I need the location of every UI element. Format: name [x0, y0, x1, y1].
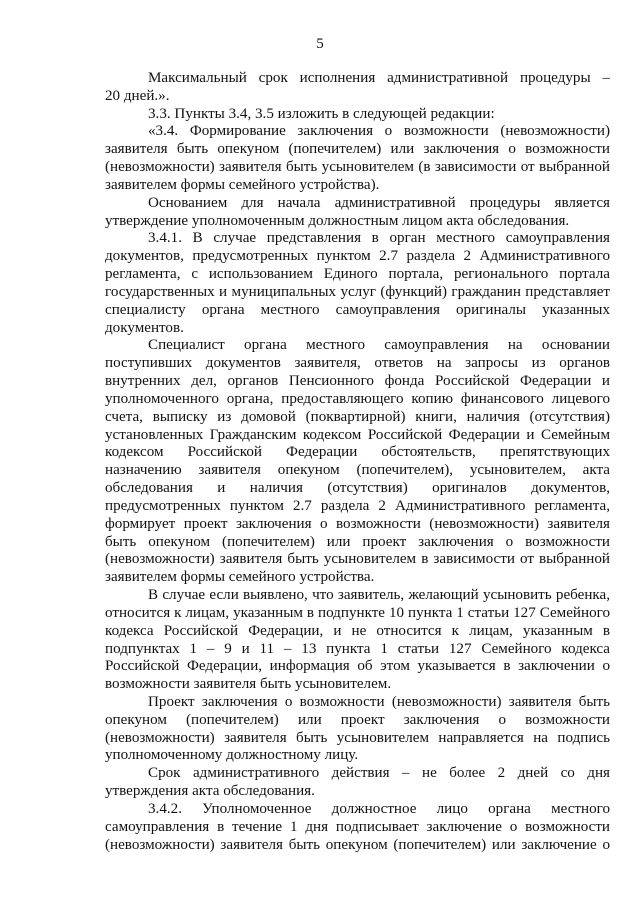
page-number: 5	[316, 36, 324, 52]
text-line: документов, предусмотренных пунктом 2.7 раздела 2 Административного	[105, 248, 610, 265]
text-line: внутренних дел, органов Пенсионного фонда Российской Федерации и	[105, 373, 610, 390]
text-line: назначению заявителя опекуном (попечителем), усыновителем, акта	[105, 462, 610, 479]
text-line: 20 дней.».	[105, 87, 170, 104]
text-line: опекуном (попечителем) или проект заключения о возможности	[105, 711, 610, 728]
text-line: формирует проект заключения о возможности (невозможности) заявителя	[105, 515, 610, 532]
text-line: специалисту органа местного самоуправления оригиналы указанных	[105, 301, 610, 318]
text-line: Срок административного действия – не более 2 дней со дня	[148, 765, 610, 782]
text-line: заявителем формы семейного устройства).	[105, 176, 380, 193]
paragraph	[105, 230, 610, 337]
paragraph	[105, 70, 610, 106]
text-line: уполномоченного органа, предоставляющего копию финансового лицевого	[105, 390, 610, 407]
paragraph	[105, 587, 610, 694]
paragraph	[105, 123, 610, 194]
text-line: 3.4.2. Уполномоченное должностное лицо органа местного	[148, 800, 610, 817]
text-line: установленных Гражданским кодексом Российской Федерации и Семейным	[105, 426, 610, 443]
paragraph	[105, 694, 610, 765]
text-line: Российской Федерации, информация об этом указывается в заключении о	[105, 658, 610, 675]
text-line: утверждение уполномоченным должностным лицом акта обследования.	[105, 212, 570, 229]
document-body	[105, 70, 610, 854]
text-line: (невозможности) заявителя быть усыновителем (в зависимости от выбранной	[105, 159, 610, 176]
text-line: предусмотренных пунктом 2.7 раздела 2 Административного регламента,	[105, 497, 610, 514]
text-line: (невозможности) заявителя быть опекуном (попечителем) или заключение о	[105, 836, 610, 853]
paragraph	[105, 765, 610, 801]
text-line: Проект заключения о возможности (невозможности) заявителя быть	[148, 693, 610, 710]
text-line: счета, выписку из домовой (поквартирной) книги, наличия (отсутствия)	[105, 408, 610, 425]
text-line: подпунктах 1 – 9 и 11 – 13 пункта 1 статьи 127 Семейного кодекса	[105, 640, 610, 657]
text-line: документов.	[105, 319, 184, 336]
text-line: В случае если выявлено, что заявитель, желающий усыновить ребенка,	[148, 587, 610, 604]
text-line: кодексом Российской Федерации обстоятельств, препятствующих	[105, 444, 610, 461]
text-line: (невозможности) заявителя быть усыновителем направляется на подпись	[105, 729, 610, 746]
text-line: заявителя быть опекуном (попечителем) или заключения о возможности	[105, 141, 610, 158]
paragraph	[105, 337, 610, 587]
text-line: заявителем формы семейного устройства.	[105, 569, 375, 586]
text-line: поступивших документов заявителя, ответов на запросы из органов	[105, 355, 610, 372]
text-line: регламента, с использованием Единого портала, регионального портала	[105, 266, 610, 283]
paragraph	[105, 801, 610, 854]
paragraph	[105, 106, 610, 124]
text-line: Максимальный срок исполнения административной процедуры –	[148, 70, 610, 86]
text-line: уполномоченному должностному лицу.	[105, 747, 359, 764]
text-line: утверждения акта обследования.	[105, 783, 315, 800]
text-line: Основанием для начала административной процедуры является	[148, 194, 610, 211]
text-line: относится к лицам, указанным в подпункте 10 пункта 1 статьи 127 Семейного	[105, 604, 610, 621]
text-line: 3.4.1. В случае представления в орган местного самоуправления	[148, 230, 610, 247]
text-line: «3.4. Формирование заключения о возможности (невозможности)	[148, 123, 610, 140]
text-line: Специалист органа местного самоуправления на основании	[148, 337, 610, 354]
text-line: кодекса Российской Федерации, и не относится к лицам, указанным в	[105, 622, 610, 639]
text-line: возможности заявителя быть усыновителем.	[105, 676, 392, 693]
paragraph	[105, 195, 610, 231]
text-line: самоуправления в течение 1 дня подписывает заключение о возможности	[105, 818, 610, 835]
text-line: 3.3. Пункты 3.4, 3.5 изложить в следующей редакции:	[148, 105, 495, 122]
text-line: быть опекуном (попечителем) или проект заключения о возможности	[105, 533, 610, 550]
text-line: обследования и наличия (отсутствия) оригиналов документов,	[105, 480, 610, 497]
text-line: (невозможности) заявителя быть усыновителем в зависимости от выбранной	[105, 551, 610, 568]
text-line: государственных и муниципальных услуг (функций) гражданин представляет	[105, 283, 610, 300]
